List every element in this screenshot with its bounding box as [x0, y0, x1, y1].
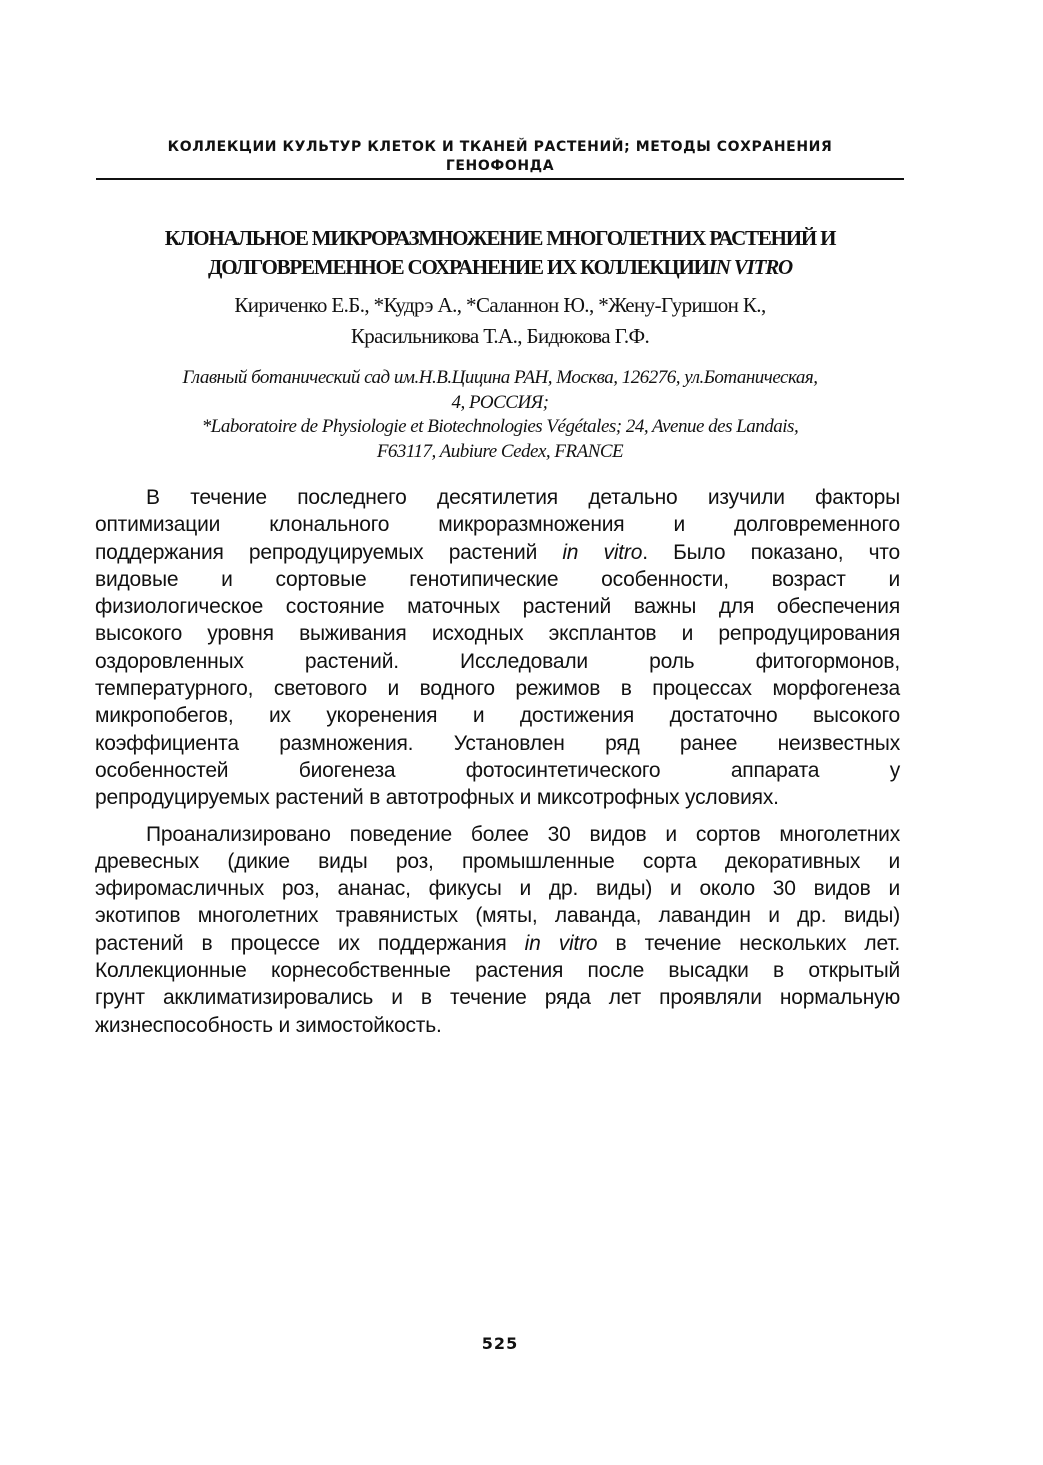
affiliation-line-3: *Laboratoire de Physiologie et Biotechnologies Végétales; 24, Avenue des Landais, [201, 416, 799, 437]
paragraph-line: оптимизации клонального микроразмножения и долговременного [95, 513, 900, 537]
title-line-2 [80, 253, 920, 282]
title-in-vitro: IN VITRO [708, 255, 792, 279]
paragraph-line: древесных (дикие виды роз, промышленные сорта декоративных и [95, 849, 900, 873]
authors-line-2: Красильникова Т.А., Бидюкова Г.Ф. [350, 324, 650, 348]
authors-line-1: Кириченко Е.Б., *Кудрэ А., *Саланнон Ю., *Жену-Гуришон К., [234, 293, 766, 317]
header-rule [96, 178, 904, 180]
paragraph-line: видовые и сортовые генотипические особенности, возраст и [95, 567, 900, 591]
paragraph-line [95, 930, 900, 957]
running-header [96, 138, 904, 176]
paragraph-line: микропобегов, их укоренения и достижения достаточно высокого [95, 704, 900, 728]
affiliations [70, 366, 930, 464]
article-title [80, 224, 920, 282]
in-vitro-italic: in vitro [524, 931, 598, 955]
paragraph-line: оздоровленных растений. Исследовали роль фитогормонов, [95, 649, 900, 673]
abstract-body [95, 484, 900, 1039]
paragraph-line: температурного, светового и водного режимов в процессах морфогенеза [95, 677, 900, 701]
paragraph-line: Коллекционные корнесобственные растения после высадки в открытый [95, 959, 900, 983]
paragraph-line: Проанализировано поведение более 30 видов и сортов многолетних [146, 822, 900, 846]
paragraph-line: репродуцируемых растений в автотрофных и миксотрофных условиях. [95, 786, 779, 810]
paragraph-line-part: поддержания репродуцируемых растений [95, 540, 563, 564]
paragraph-line: грунт акклиматизировались и в течение ряда лет проявляли нормальную [95, 986, 900, 1010]
in-vitro-italic: in vitro [562, 540, 643, 564]
paragraph-line: коэффициента размножения. Установлен ряд ранее неизвестных [95, 731, 900, 755]
authors [80, 290, 920, 352]
affiliation-line-4: F63117, Aubiure Cedex, FRANCE [376, 440, 624, 462]
paragraph-1 [95, 484, 900, 812]
paragraph-line: особенностей биогенеза фотосинтетического аппарата у [95, 758, 900, 782]
paragraph-line: экотипов многолетних травянистых (мяты, лаванда, лавандин и др. виды) [95, 904, 900, 928]
affiliation-line-1: Главный ботанический сад им.Н.В.Цицина РАН, Москва, 126276, ул.Ботаническая, [182, 367, 818, 388]
page-number: 525 [481, 1334, 519, 1353]
running-header-line-2: ГЕНОФОНДА [445, 158, 555, 174]
affiliation-line-2: 4, РОССИЯ; [451, 391, 549, 413]
paragraph-line: эфиромасличных роз, ананас, фикусы и др. виды) и около 30 видов и [95, 877, 900, 901]
paragraph-line: физиологическое состояние маточных растений важны для обеспечения [95, 595, 900, 619]
paragraph-2 [95, 821, 900, 1039]
running-header-line-1: КОЛЛЕКЦИИ КУЛЬТУР КЛЕТОК И ТКАНЕЙ РАСТЕНИЙ; МЕТОДЫ СОХРАНЕНИЯ [167, 139, 833, 155]
title-line-2-text: ДОЛГОВРЕМЕННОЕ СОХРАНЕНИЕ ИХ КОЛЛЕКЦИИ [208, 255, 709, 279]
paragraph-line: В течение последнего десятилетия детально изучили факторы [146, 486, 900, 509]
paragraph-line-part: . Было показано, что [642, 540, 900, 564]
paragraph-line-part: в течение нескольких лет. [597, 931, 900, 955]
paragraph-line: высокого уровня выживания исходных эксплантов и репродуцирования [95, 622, 900, 646]
paragraph-line [95, 539, 900, 566]
paragraph-line: жизнеспособность и зимостойкость. [95, 1013, 442, 1037]
paragraph-line-part: растений в процессе их поддержания [95, 931, 525, 955]
title-line-1: КЛОНАЛЬНОЕ МИКРОРАЗМНОЖЕНИЕ МНОГОЛЕТНИХ РАСТЕНИЙ И [164, 226, 836, 250]
